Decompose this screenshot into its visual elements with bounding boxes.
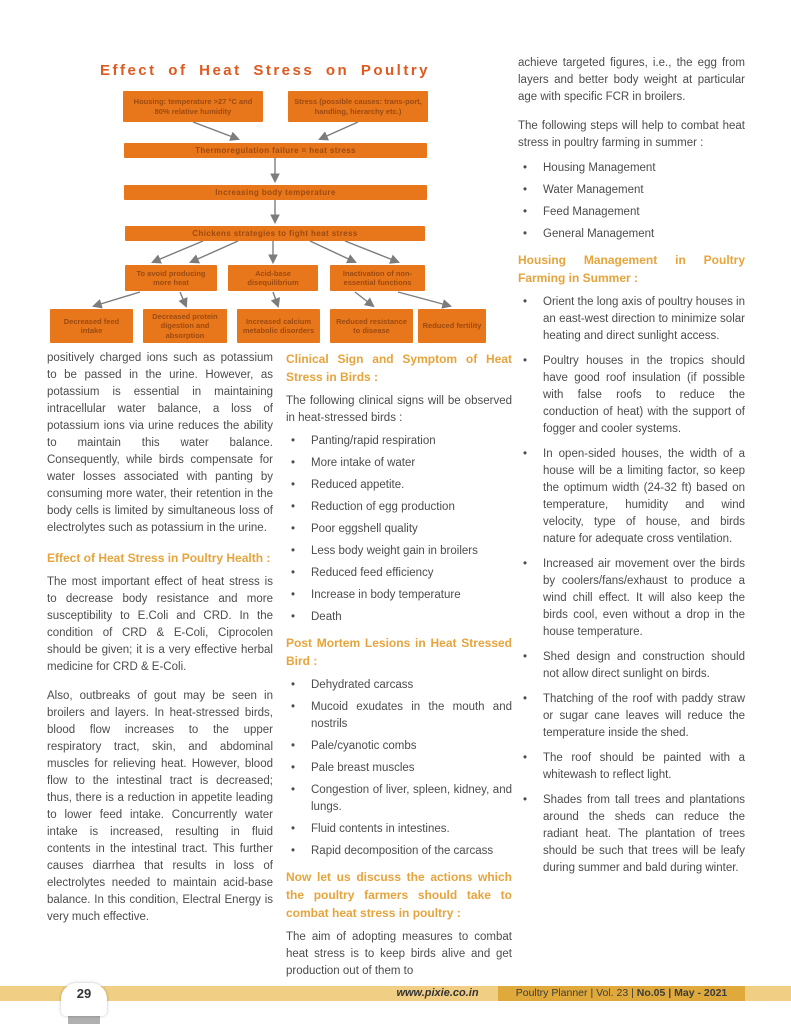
list-item: • Thatching of the roof with paddy straw or sugar cane leaves will reduce the temperature inside the shed. <box>518 691 745 742</box>
list-item: • More intake of water <box>286 455 512 472</box>
bullet-icon: • <box>523 228 528 240</box>
bullet-icon: • <box>291 457 296 469</box>
bullet-icon: • <box>291 784 296 796</box>
flowchart-title: Effect of Heat Stress on Poultry <box>99 62 431 79</box>
flow-box-avoid-heat: To avoid producing more heat <box>125 265 217 291</box>
list-item: • Increased air movement over the birds by coolers/fans/exhaust to produce a wind chill effect. It will also keep the birds cool, even without a drop in the house temperature. <box>518 556 745 641</box>
paragraph: The most important effect of heat stress is to decrease body resistance and more susceptibility to E.Coli and CRD. In the condition of CRD & E-Coli, Ciprocolen should be given; it is a very effective herbal medicine for CRD & E-Coli. <box>47 576 273 673</box>
list-item: • Feed Management <box>518 204 745 221</box>
flow-bar-body-temperature: Increasing body temperature <box>124 185 427 200</box>
journal-issue: No.05 | May - 2021 <box>636 987 728 999</box>
list-item: • Death <box>286 609 512 626</box>
bullet-icon: • <box>523 752 528 764</box>
bullet-icon: • <box>523 184 528 196</box>
bullet-icon: • <box>291 679 296 691</box>
clinical-signs-list <box>286 433 512 626</box>
flow-box-housing: Housing: temperature >27 °C and 80% relative humidity <box>123 91 263 122</box>
list-item: • Fluid contents in intestines. <box>286 821 512 838</box>
flow-box-fertility: Reduced fertility <box>418 309 486 343</box>
list-item: • Congestion of liver, spleen, kidney, and lungs. <box>286 782 512 816</box>
bullet-icon: • <box>291 435 296 447</box>
list-item: • In open-sided houses, the width of a house will be a limiting factor, so keep the optimum width (24-32 ft) based on temperature, humidity and wind velocity, type of house, and birds nature for adequate cross ventilation. <box>518 446 745 548</box>
list-item: • The roof should be painted with a whitewash to reflect light. <box>518 750 745 784</box>
paragraph: The following clinical signs will be observed in heat-stressed birds : <box>286 395 512 424</box>
flow-box-protein-digestion: Decreased protein digestion and absorption <box>143 309 227 343</box>
page-badge-strip <box>68 1016 100 1024</box>
bullet-icon: • <box>291 523 296 535</box>
list-item: • Water Management <box>518 182 745 199</box>
list-item: • Reduced feed efficiency <box>286 565 512 582</box>
list-item: • Pale/cyanotic combs <box>286 738 512 755</box>
paragraph: positively charged ions such as potassium to be passed in the urine. However, as potassium is essential in maintaining intracellular water balance, a loss of potassium ions via urine reduces the ability to maintain this water balance. Consequently, while birds compensate for water losses associated with panting by consuming more water, their retention in the body cells is limited by simultaneous loss of electrolytes such as potassium in the urine. <box>47 352 273 534</box>
list-item: • Less body weight gain in broilers <box>286 543 512 560</box>
flow-box-calcium-disorders: Increased calcium metabolic disorders <box>237 309 320 343</box>
flow-box-acid-base: Acid-base disequilibrium <box>228 265 318 291</box>
bullet-icon: • <box>291 479 296 491</box>
journal-name: Poultry Planner | Vol. 23 | <box>515 987 637 999</box>
flow-box-stress: Stress (possible causes: trans-port, handling, hierarchy etc.) <box>288 91 428 122</box>
list-item: • Orient the long axis of poultry houses in an east-west direction to minimize solar heating and direct sunlight access. <box>518 294 745 345</box>
housing-management-list <box>518 294 745 877</box>
bullet-icon: • <box>291 589 296 601</box>
flow-box-resistance: Reduced resistance to disease <box>330 309 413 343</box>
page-number-badge <box>61 983 107 1016</box>
list-item: • General Management <box>518 226 745 243</box>
list-item: • Reduced appetite. <box>286 477 512 494</box>
paragraph: The aim of adopting measures to combat heat stress is to keep birds alive and get production out of them to <box>286 931 512 977</box>
bullet-icon: • <box>523 206 528 218</box>
flow-bar-thermoregulation: Thermoregulation failure = heat stress <box>124 143 427 158</box>
column-left <box>47 350 273 938</box>
bullet-icon: • <box>291 845 296 857</box>
footer-website: www.pixie.co.in <box>396 987 479 999</box>
list-item: • Housing Management <box>518 160 745 177</box>
paragraph: achieve targeted figures, i.e., the egg from layers and better body weight at particular age with specific FCR in broilers. <box>518 57 745 103</box>
list-item: • Poultry houses in the tropics should have good roof insulation (if possible with false roofs to reduce the conduction of heat) with the support of fogger and cooler systems. <box>518 353 745 438</box>
column-right <box>518 55 745 885</box>
paragraph: The following steps will help to combat heat stress in poultry farming in summer : <box>518 120 745 149</box>
section-heading: Housing Management in Poultry Farming in Summer : <box>518 253 745 285</box>
list-item: • Reduction of egg production <box>286 499 512 516</box>
list-item: • Rapid decomposition of the carcass <box>286 843 512 860</box>
section-heading: Clinical Sign and Symptom of Heat Stress in Birds : <box>286 352 512 384</box>
bullet-icon: • <box>291 567 296 579</box>
bullet-icon: • <box>291 740 296 752</box>
column-middle <box>286 350 512 992</box>
bullet-icon: • <box>523 794 528 806</box>
list-item: • Increase in body temperature <box>286 587 512 604</box>
list-item: • Shades from tall trees and plantations around the sheds can reduce the radiant heat. The plantation of trees should be such that trees will be leafy during summer and bald during winter. <box>518 792 745 877</box>
paragraph: Also, outbreaks of gout may be seen in broilers and layers. In heat-stressed birds, blood flow increases to the upper respiratory tract, skin, and abdominal muscles for relieving heat. However, blood flow to the intestinal tract is decreased; thus, there is a reduction in appetite leading to lower feed intake. Concurrently water intake is increased, resulting in fluid contents in the intestinal tract. This further causes diarrhea that results in loss of electrolytes needed to maintain acid-base balance. In this condition, Electral Energy is very much effective. <box>47 690 273 923</box>
bullet-icon: • <box>291 701 296 713</box>
bullet-icon: • <box>291 611 296 623</box>
section-heading: Effect of Heat Stress in Poultry Health : <box>47 551 271 565</box>
list-item: • Shed design and construction should not allow direct sunlight on birds. <box>518 649 745 683</box>
list-item: • Pale breast muscles <box>286 760 512 777</box>
footer-journal-info <box>498 986 745 1001</box>
bullet-icon: • <box>291 762 296 774</box>
list-item: • Mucoid exudates in the mouth and nostrils <box>286 699 512 733</box>
bullet-icon: • <box>291 823 296 835</box>
list-item: • Panting/rapid respiration <box>286 433 512 450</box>
bullet-icon: • <box>523 693 528 705</box>
bullet-icon: • <box>523 162 528 174</box>
bullet-icon: • <box>523 448 528 460</box>
section-heading: Now let us discuss the actions which the poultry farmers should take to combat heat stress in poultry : <box>286 870 512 920</box>
flow-bar-strategies: Chickens strategies to fight heat stress <box>125 226 425 241</box>
page-number: 29 <box>76 986 92 1001</box>
bullet-icon: • <box>523 355 528 367</box>
bullet-icon: • <box>523 558 528 570</box>
bullet-icon: • <box>523 651 528 663</box>
bullet-icon: • <box>291 501 296 513</box>
management-list <box>518 160 745 243</box>
list-item: • Poor eggshell quality <box>286 521 512 538</box>
bullet-icon: • <box>291 545 296 557</box>
section-heading: Post Mortem Lesions in Heat Stressed Bird : <box>286 636 512 668</box>
heat-stress-flowchart <box>40 58 490 350</box>
post-mortem-list <box>286 677 512 860</box>
flow-box-inactivation: Inactivation of non-essential functions <box>330 265 425 291</box>
list-item: • Dehydrated carcass <box>286 677 512 694</box>
bullet-icon: • <box>523 296 528 308</box>
flow-box-feed-intake: Decreased feed intake <box>50 309 133 343</box>
